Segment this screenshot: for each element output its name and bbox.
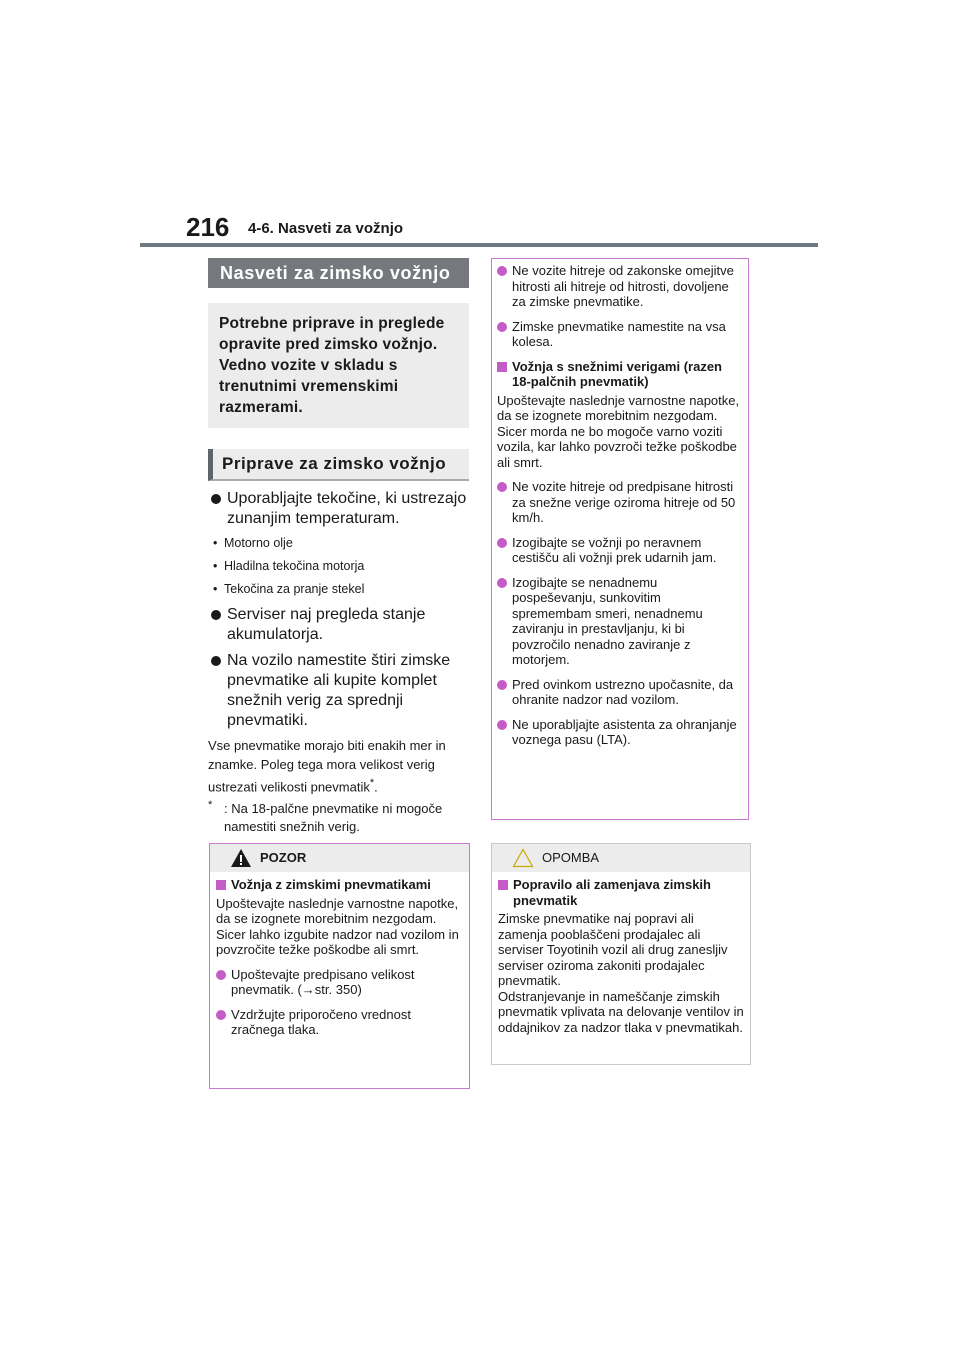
square-bullet-icon xyxy=(498,880,508,890)
sub-title: Priprave za zimsko vožnjo xyxy=(208,449,469,481)
notice-text-2: Odstranjevanje in nameščanje zimskih pnevmatik vplivata na delovanje ventilov in oddajnikov za nadzor tlaka v pnevmatikah. xyxy=(498,988,744,1035)
body-text: Vse pnevmatike morajo biti enakih mer in znamke. Poleg tega mora velikost verig ustrezati velikosti pnevmatik*. xyxy=(208,738,446,795)
chains-heading: Vožnja s snežnimi verigami (razen 18-palčnih pnevmatik) xyxy=(497,359,742,390)
asterisk: * xyxy=(369,777,375,789)
square-bullet-icon xyxy=(216,880,226,890)
item-text: Tekočina za pranje stekel xyxy=(224,582,365,596)
item-text: Uporabljajte tekočine, ki ustrezajo zunanjim temperaturam. xyxy=(227,490,467,527)
bullet-icon xyxy=(497,538,507,548)
footnote-mark: * xyxy=(208,799,213,812)
item-text: Serviser naj pregleda stanje akumulatorja. xyxy=(227,606,426,643)
list-item xyxy=(208,582,469,597)
list-item xyxy=(208,651,469,731)
list-item: Ne vozite hitreje od predpisane hitrosti za snežne verige oziroma hitreje od 50 km/h. xyxy=(497,479,742,526)
left-column xyxy=(208,258,469,836)
bullet-icon xyxy=(497,266,507,276)
notice-header xyxy=(492,844,750,872)
list-item xyxy=(208,489,469,529)
notice-box xyxy=(491,843,751,1065)
page-number: 216 xyxy=(186,212,230,242)
notice-icon xyxy=(512,848,534,868)
bullet-icon xyxy=(497,720,507,730)
main-title: Nasveti za zimsko vožnjo xyxy=(208,258,469,288)
bullet-icon xyxy=(497,322,507,332)
caution-heading: Vožnja z zimskimi pnevmatikami xyxy=(216,877,463,893)
preparation-list xyxy=(208,489,469,836)
section-title: 4-6. Nasveti za vožnjo xyxy=(248,220,404,237)
bullet-icon xyxy=(497,680,507,690)
bullet-icon xyxy=(211,494,221,504)
list-item: Pred ovinkom ustrezno upočasnite, da ohranite nadzor nad vozilom. xyxy=(497,677,742,708)
bullet-icon xyxy=(497,482,507,492)
item-text: Hladilna tekočina motorja xyxy=(224,559,365,573)
caution-text: Upoštevajte naslednje varnostne napotke, da se izognete morebitnim nezgodam. xyxy=(216,895,459,926)
list-item: Izogibajte se vožnji po neravnem cestišču ali vožnji prek udarnih jam. xyxy=(497,535,742,566)
caution-box xyxy=(209,843,470,1089)
bullet-icon: • xyxy=(213,559,218,573)
footnote-text: : Na 18-palčne pnevmatike ni mogoče namestiti snežnih verig. xyxy=(224,801,443,835)
chains-text: Upoštevajte naslednje varnostne napotke, da se izognete morebitnim nezgodam. xyxy=(497,392,740,423)
list-item: Izogibajte se nenadnemu pospeševanju, sunkovitim spremembam smeri, nenadnemu zaviranju in prestavljanju, ki bi povzročilo nenadno zaviranje z motorjem. xyxy=(497,575,742,668)
list-item xyxy=(208,559,469,574)
caution-text-2: Sicer lahko izgubite nadzor nad vozilom in povzročite težke poškodbe ali smrt. xyxy=(216,926,459,957)
bullet-icon xyxy=(497,578,507,588)
item-text: Na vozilo namestite štiri zimske pnevmatike ali kupite komplet snežnih verig za sprednji pnevmatiki. xyxy=(227,652,451,729)
notice-heading: Popravilo ali zamenjava zimskih pnevmatik xyxy=(498,877,744,908)
notice-body xyxy=(492,872,750,1035)
notice-title: OPOMBA xyxy=(542,850,600,865)
intro-box: Potrebne priprave in preglede opravite pred zimsko vožnjo. Vedno vozite v skladu s trenutnimi vremenskimi razmerami. xyxy=(208,303,469,428)
bullet-icon: • xyxy=(213,582,218,596)
notice-text: Zimske pnevmatike naj popravi ali zamenja pooblaščeni prodajalec ali serviser Toyotinih vozil ali drug zanesljiv serviser oziroma zakoniti prodajalec pnevmatik. xyxy=(498,911,728,988)
caution-title: POZOR xyxy=(260,850,307,865)
bullet-icon xyxy=(211,656,221,666)
caution-body xyxy=(210,872,469,1038)
caution-continued-box xyxy=(491,258,749,820)
fluid-list xyxy=(208,536,469,597)
list-item: Upoštevajte predpisano velikost pnevmatik. (→str. 350) xyxy=(216,967,463,998)
list-item: Zimske pnevmatike namestite na vsa kolesa. xyxy=(497,319,742,350)
footnote xyxy=(208,800,469,836)
square-bullet-icon xyxy=(497,362,507,372)
warning-icon xyxy=(230,848,252,868)
chains-text-2: Sicer morda ne bo mogoče varno voziti vozila, kar lahko povzroči težke poškodbe ali smrt. xyxy=(497,423,737,470)
bullet-icon xyxy=(216,1010,226,1020)
list-item: Ne uporabljajte asistenta za ohranjanje voznega pasu (LTA). xyxy=(497,717,742,748)
bullet-icon xyxy=(211,610,221,620)
list-item xyxy=(208,536,469,551)
list-item xyxy=(208,605,469,645)
caution-header xyxy=(210,844,469,872)
list-item: Vzdržujte priporočeno vrednost zračnega tlaka. xyxy=(216,1007,463,1038)
bullet-icon: • xyxy=(213,536,218,550)
item-text: Motorno olje xyxy=(224,536,293,550)
header-rule xyxy=(140,243,818,247)
list-item: Ne vozite hitreje od zakonske omejitve hitrosti ali hitreje od hitrosti, dovoljene za zimske pnevmatike. xyxy=(497,263,742,310)
bullet-icon xyxy=(216,970,226,980)
